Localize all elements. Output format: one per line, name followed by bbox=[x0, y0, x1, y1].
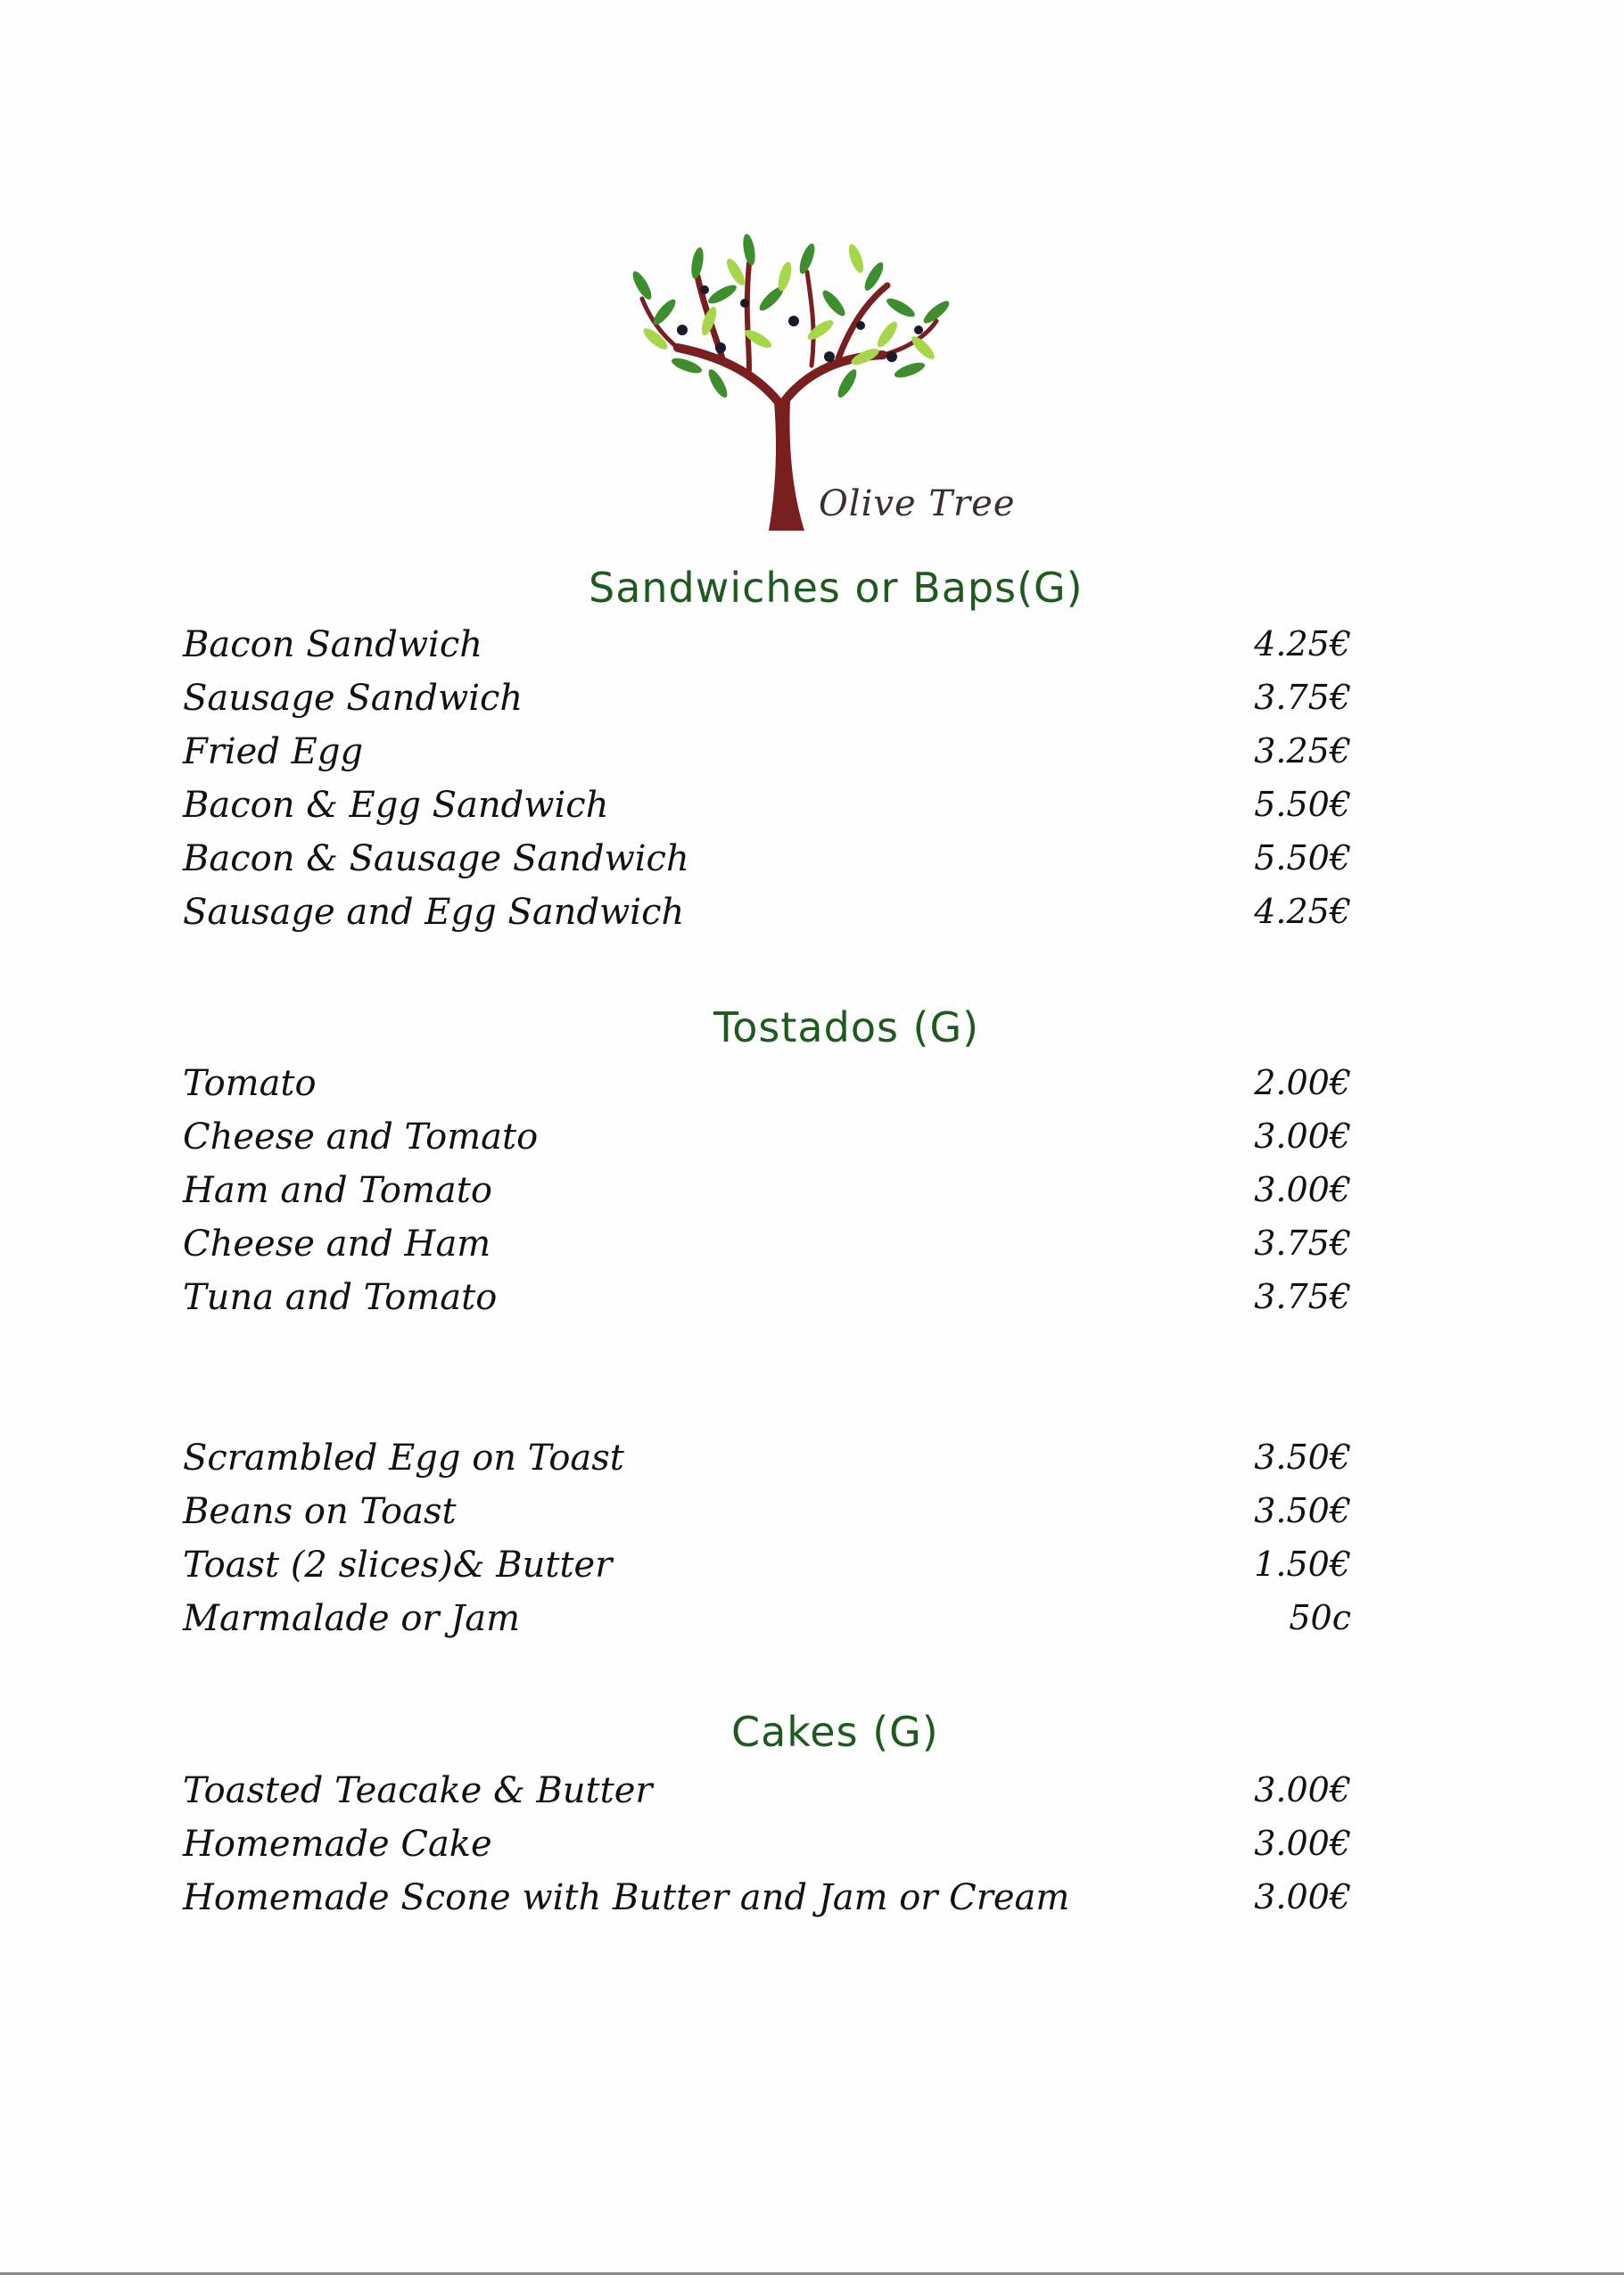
menu-row bbox=[183, 678, 1351, 728]
menu-item-name: Scrambled Egg on Toast bbox=[183, 1438, 624, 1479]
menu-item-name: Sausage Sandwich bbox=[183, 678, 523, 719]
menu-item-price: 3.00€ bbox=[1254, 1117, 1351, 1156]
menu-row bbox=[183, 731, 1351, 781]
menu-item-price: 1.50€ bbox=[1254, 1545, 1351, 1584]
menu-item-name: Sausage and Egg Sandwich bbox=[183, 892, 685, 933]
menu-item-name: Bacon Sandwich bbox=[183, 624, 483, 665]
menu-item-name: Homemade Scone with Butter and Jam or Cream bbox=[183, 1877, 1070, 1918]
menu-item-name: Bacon & Egg Sandwich bbox=[183, 785, 609, 826]
menu-item-name: Toasted Teacake & Butter bbox=[183, 1770, 653, 1811]
menu-item-price: 4.25€ bbox=[1254, 892, 1351, 931]
menu-item-price: 3.00€ bbox=[1254, 1877, 1351, 1916]
menu-row bbox=[183, 1224, 1351, 1273]
menu-item-name: Ham and Tomato bbox=[183, 1170, 492, 1211]
menu-row bbox=[183, 1598, 1351, 1648]
menu-row bbox=[183, 1545, 1351, 1595]
menu-item-price: 3.00€ bbox=[1254, 1824, 1351, 1863]
menu-item-price: 3.75€ bbox=[1254, 678, 1351, 717]
section-heading-cakes: Cakes (G) bbox=[731, 1708, 939, 1756]
menu-row bbox=[183, 1770, 1351, 1820]
menu-item-name: Tuna and Tomato bbox=[183, 1277, 498, 1318]
section-heading-sandwiches: Sandwiches or Baps(G) bbox=[589, 564, 1084, 612]
menu-row bbox=[183, 1277, 1351, 1327]
scan-edge-divider bbox=[0, 2272, 1624, 2275]
menu-row bbox=[183, 838, 1351, 888]
menu-item-price: 3.75€ bbox=[1254, 1277, 1351, 1316]
menu-item-name: Toast (2 slices)& Butter bbox=[183, 1545, 613, 1586]
menu-item-price: 2.00€ bbox=[1254, 1063, 1351, 1102]
section-heading-tostados: Tostados (G) bbox=[713, 1003, 980, 1051]
menu-row bbox=[183, 624, 1351, 674]
menu-item-name: Marmalade or Jam bbox=[183, 1598, 521, 1639]
menu-item-name: Tomato bbox=[183, 1063, 317, 1104]
menu-row bbox=[183, 1824, 1351, 1874]
menu-row bbox=[183, 1170, 1351, 1220]
menu-item-price: 4.25€ bbox=[1254, 624, 1351, 663]
menu-item-price: 3.50€ bbox=[1254, 1491, 1351, 1530]
menu-item-price: 50c bbox=[1289, 1598, 1351, 1637]
menu-item-name: Cheese and Ham bbox=[183, 1224, 491, 1265]
menu-item-price: 3.25€ bbox=[1254, 731, 1351, 771]
menu-row bbox=[183, 1491, 1351, 1541]
menu-item-price: 3.00€ bbox=[1254, 1770, 1351, 1809]
menu-item-name: Beans on Toast bbox=[183, 1491, 457, 1532]
menu-row bbox=[183, 892, 1351, 942]
menu-item-price: 5.50€ bbox=[1254, 785, 1351, 824]
menu-item-name: Homemade Cake bbox=[183, 1824, 492, 1865]
menu-item-name: Bacon & Sausage Sandwich bbox=[183, 838, 689, 879]
menu-row bbox=[183, 1117, 1351, 1166]
logo-text: Olive Tree bbox=[819, 483, 1016, 524]
menu-item-price: 3.75€ bbox=[1254, 1224, 1351, 1263]
menu-item-name: Cheese and Tomato bbox=[183, 1117, 539, 1158]
menu-row bbox=[183, 1063, 1351, 1113]
menu-row bbox=[183, 1438, 1351, 1488]
menu-row bbox=[183, 1877, 1351, 1927]
olive-tree-logo bbox=[615, 223, 1016, 544]
menu-row bbox=[183, 785, 1351, 835]
menu-item-name: Fried Egg bbox=[183, 731, 364, 772]
menu-item-price: 3.50€ bbox=[1254, 1438, 1351, 1477]
menu-item-price: 5.50€ bbox=[1254, 838, 1351, 878]
menu-item-price: 3.00€ bbox=[1254, 1170, 1351, 1209]
